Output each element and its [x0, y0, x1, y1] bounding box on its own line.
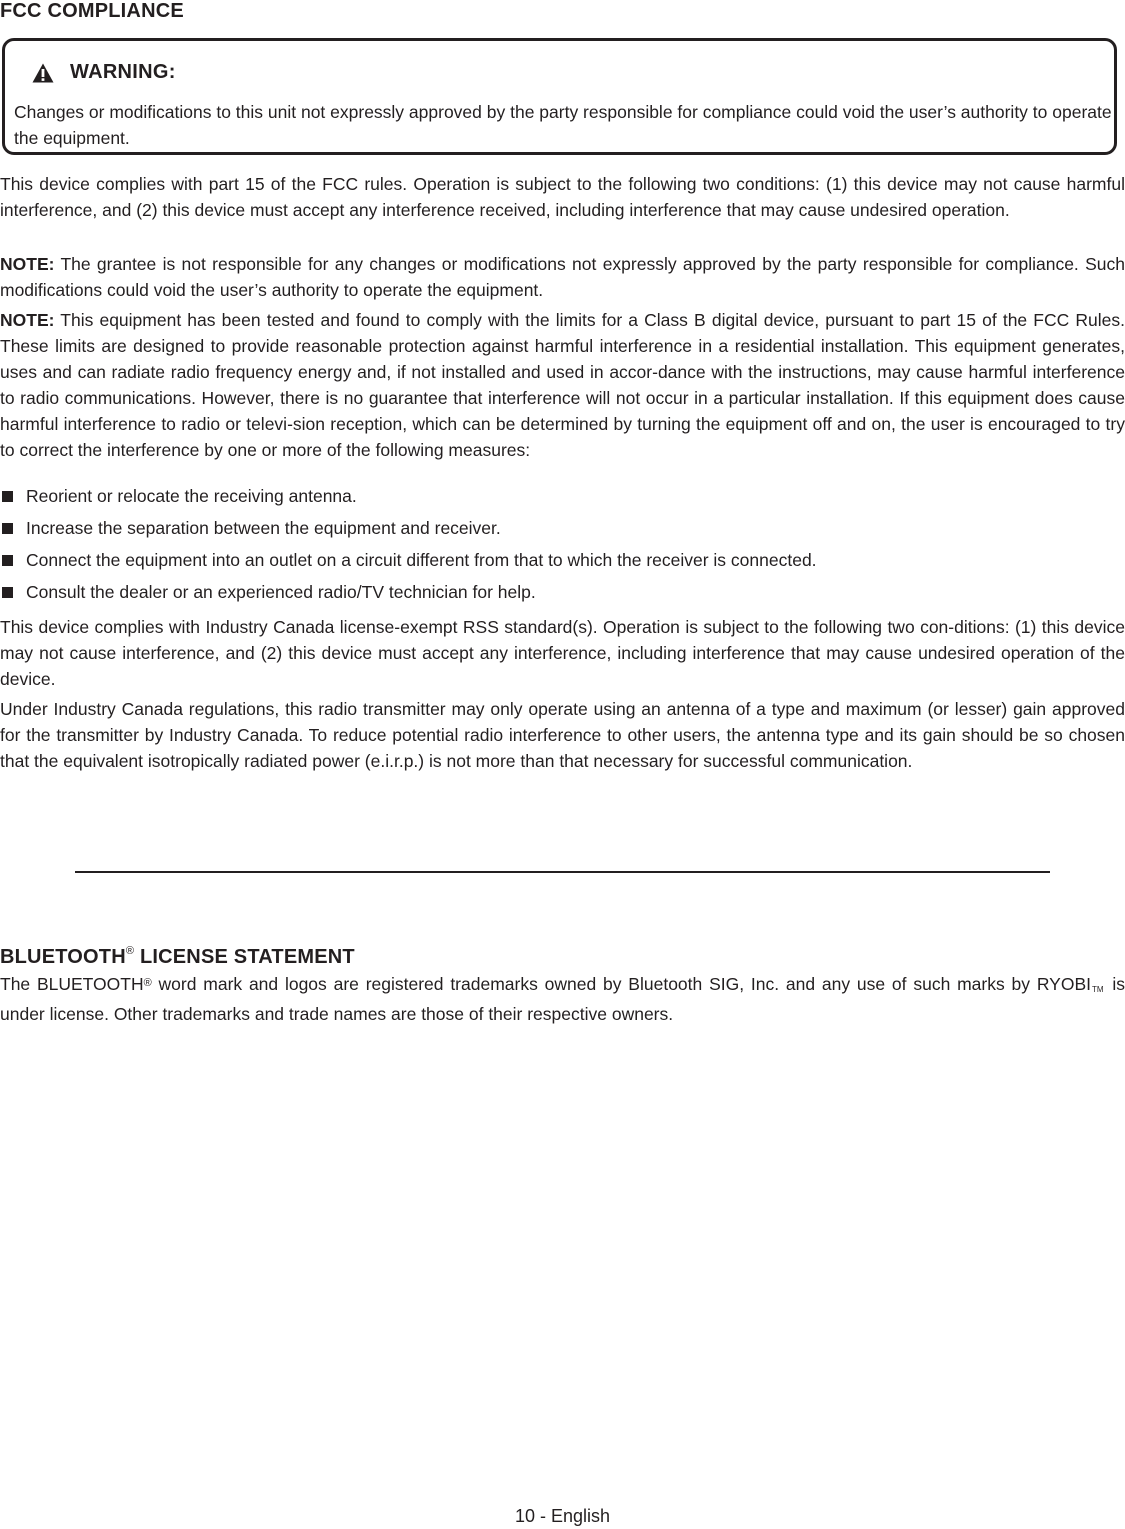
list-item-text: Reorient or relocate the receiving antenna. [26, 486, 357, 506]
note-grantee-paragraph [0, 251, 1125, 303]
bluetooth-heading-brand: BLUETOOTH [0, 946, 126, 968]
square-bullet-icon [2, 587, 13, 598]
list-item [0, 483, 817, 515]
fcc-part15-paragraph: This device complies with part 15 of the FCC rules. Operation is subject to the following two conditions: (1) this device may not cause harmful interference, and (2) this device must accept any interference received, including interference that may cause undesired operation. [0, 174, 1125, 220]
note-label: NOTE: [0, 254, 55, 274]
warning-label: WARNING: [70, 61, 176, 83]
warning-triangle-icon [32, 63, 54, 83]
bluetooth-license-paragraph [0, 971, 1125, 1027]
list-item [0, 547, 817, 579]
list-item-text: Consult the dealer or an experienced radio/TV technician for help. [26, 582, 536, 602]
square-bullet-icon [2, 523, 13, 534]
bluetooth-text-start: The BLUETOOTH [0, 974, 144, 994]
registered-mark: ® [143, 977, 152, 989]
note-grantee-text: The grantee is not responsible for any changes or modifications not expressly approved by the party responsible for compliance. Such modifications could void the user’s authority to operate the equipment. [0, 254, 1125, 300]
page-footer: 10 - English [514, 1506, 611, 1526]
note-label: NOTE: [0, 310, 55, 330]
bluetooth-heading-rest: LICENSE STATEMENT [134, 946, 355, 968]
warning-text: Changes or modifications to this unit not expressly approved by the party responsible for compliance could void the user’s authority to operate the equipment. [14, 102, 1112, 148]
list-item [0, 579, 817, 611]
note-class-b-paragraph [0, 307, 1125, 463]
note-class-b-text: This equipment has been tested and found to comply with the limits for a Class B digital device, pursuant to part 15 of the FCC Rules. These limits are designed to provide reasonable protection against harmful interference in a residential installation. This equipment generates, uses and can radiate radio frequency energy and, if not installed and used in accor-dance with the instructions, may cause harmful interference to radio communications. However, there is no guarantee that interference will not occur in a particular installation. If this equipment does cause harmful interference to radio or televi-sion reception, which can be determined by turning the equipment off and on, the user is encouraged to try to correct the interference by one or more of the following measures: [0, 310, 1125, 460]
registered-mark: ® [125, 945, 135, 957]
square-bullet-icon [2, 491, 13, 502]
list-item [0, 515, 817, 547]
bluetooth-license-heading [0, 946, 355, 969]
list-item-text: Connect the equipment into an outlet on a circuit different from that to which the receiver is connected. [26, 550, 817, 570]
bluetooth-text-end: is under license. Other trademarks and trade names are those of their respective owners. [0, 974, 1125, 1024]
interference-measures-list [0, 483, 817, 611]
bluetooth-text-middle: word mark and logos are registered trademarks owned by Bluetooth SIG, Inc. and any use of such marks by RYOBI [151, 974, 1091, 994]
fcc-compliance-heading: FCC COMPLIANCE [0, 0, 184, 22]
list-item-text: Increase the separation between the equipment and receiver. [26, 518, 501, 538]
industry-canada-antenna-paragraph: Under Industry Canada regulations, this radio transmitter may only operate using an antenna of a type and maximum (or lesser) gain approved for the transmitter by Industry Canada. To reduce potential radio interference to other users, the antenna type and its gain should be so chosen that the equivalent isotropically radiated power (e.i.r.p.) is not more than that necessary for successful communication. [0, 699, 1125, 771]
warning-header [32, 61, 176, 84]
section-divider [75, 871, 1050, 873]
trademark-mark: TM [1091, 985, 1104, 994]
warning-box [2, 38, 1117, 155]
square-bullet-icon [2, 555, 13, 566]
industry-canada-rss-paragraph: This device complies with Industry Canada license-exempt RSS standard(s). Operation is subject to the following two con-ditions: (1) this device may not cause interference, and (2) this device must accept any interference, including interference that may cause undesired operation of the device. [0, 617, 1125, 689]
